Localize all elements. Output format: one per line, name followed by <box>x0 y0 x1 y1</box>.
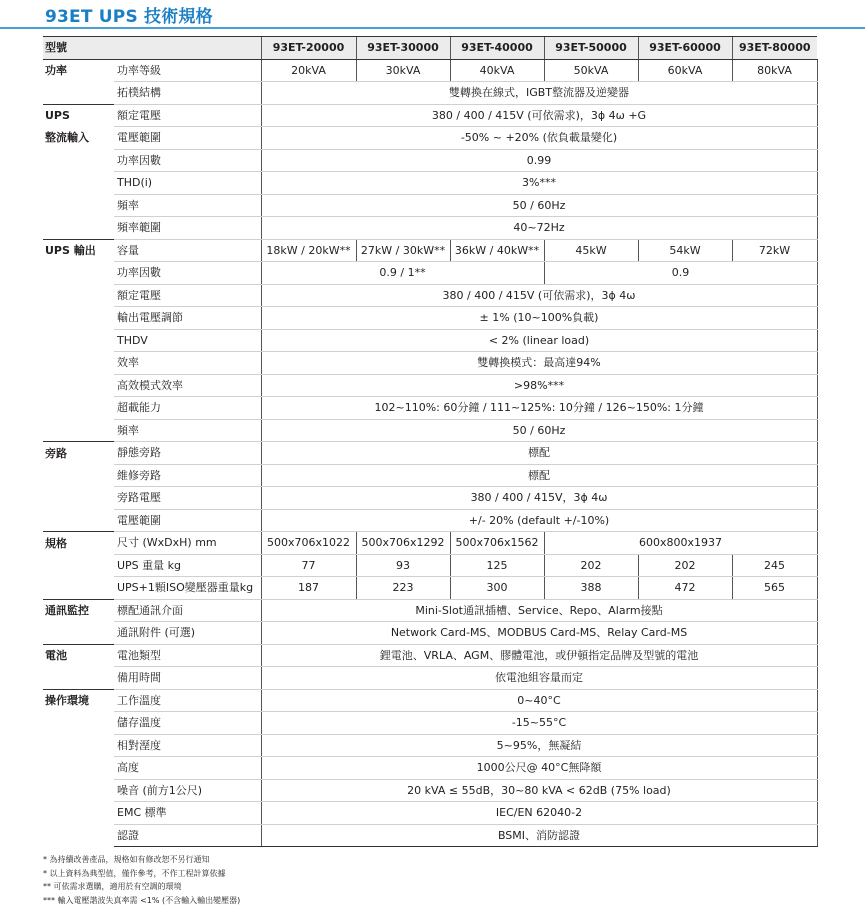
spec-value: 1000公尺@ 40°C無降額 <box>261 757 817 780</box>
group-label <box>43 554 114 577</box>
group-label <box>43 374 114 397</box>
spec-item: 頻率 <box>114 419 261 442</box>
spec-value: 223 <box>356 577 450 600</box>
group-label <box>43 352 114 375</box>
spec-value: 50kVA <box>544 59 638 82</box>
header-row <box>43 37 817 60</box>
group-label: 電池 <box>43 644 114 667</box>
spec-value: 50 / 60Hz <box>261 194 817 217</box>
group-label <box>43 82 114 105</box>
spec-item: 額定電壓 <box>114 104 261 127</box>
spec-value: 500x706x1292 <box>356 532 450 555</box>
spec-item: UPS+1顆ISO變壓器重量kg <box>114 577 261 600</box>
group-label <box>43 509 114 532</box>
spec-item: 電壓範圍 <box>114 509 261 532</box>
spec-value: 0.9 <box>544 262 817 285</box>
spec-value: 54kW <box>638 239 732 262</box>
spec-value: 0.99 <box>261 149 817 172</box>
table-row <box>43 824 817 847</box>
group-label: 規格 <box>43 532 114 555</box>
spec-value: 0.9 / 1** <box>261 262 544 285</box>
spec-item: 維修旁路 <box>114 464 261 487</box>
spec-value: 標配 <box>261 464 817 487</box>
group-label <box>43 667 114 690</box>
spec-value: 30kVA <box>356 59 450 82</box>
group-label <box>43 262 114 285</box>
spec-value: 20kVA <box>261 59 356 82</box>
spec-item: 備用時間 <box>114 667 261 690</box>
group-label <box>43 419 114 442</box>
table-row <box>43 374 817 397</box>
spec-item: 儲存溫度 <box>114 712 261 735</box>
spec-value: 40kVA <box>450 59 544 82</box>
spec-item: THD(i) <box>114 172 261 195</box>
table-row <box>43 509 817 532</box>
table-row <box>43 757 817 780</box>
group-label: 通訊監控 <box>43 599 114 622</box>
table-row <box>43 622 817 645</box>
group-label <box>43 464 114 487</box>
group-label <box>43 172 114 195</box>
spec-value: 80kVA <box>732 59 817 82</box>
spec-item: 認證 <box>114 824 261 847</box>
spec-value: 380 / 400 / 415V (可依需求)，3ϕ 4ω +G <box>261 104 817 127</box>
spec-value: 18kW / 20kW** <box>261 239 356 262</box>
table-row <box>43 59 817 82</box>
table-row <box>43 104 817 127</box>
spec-value: 0~40°C <box>261 689 817 712</box>
model-header: 93ET-80000 <box>732 37 817 60</box>
spec-item: 旁路電壓 <box>114 487 261 510</box>
spec-table <box>43 36 818 847</box>
table-row <box>43 239 817 262</box>
spec-value: 36kW / 40kW** <box>450 239 544 262</box>
group-label: 旁路 <box>43 442 114 465</box>
table-row <box>43 82 817 105</box>
spec-item: 功率因數 <box>114 149 261 172</box>
spec-value: 72kW <box>732 239 817 262</box>
spec-item: 輸出電壓調節 <box>114 307 261 330</box>
page-title: 93ET UPS 技術規格 <box>45 7 213 27</box>
group-label <box>43 217 114 240</box>
title-divider <box>0 27 865 29</box>
spec-value: 40~72Hz <box>261 217 817 240</box>
footnote: * 以上資料為典型值，僅作參考，不作工程計算依據 <box>43 868 226 878</box>
group-label <box>43 284 114 307</box>
header-label: 型號 <box>43 37 261 60</box>
spec-item: 噪音 (前方1公尺) <box>114 779 261 802</box>
spec-value: IEC/EN 62040-2 <box>261 802 817 825</box>
spec-value: 380 / 400 / 415V (可依需求)，3ϕ 4ω <box>261 284 817 307</box>
spec-value: 5~95%，無凝結 <box>261 734 817 757</box>
spec-item: 額定電壓 <box>114 284 261 307</box>
group-label <box>43 487 114 510</box>
spec-value: 50 / 60Hz <box>261 419 817 442</box>
spec-value: -15~55°C <box>261 712 817 735</box>
spec-value: ± 1% (10~100%負載) <box>261 307 817 330</box>
table-row <box>43 262 817 285</box>
spec-value: 102~110%: 60分鐘 / 111~125%: 10分鐘 / 126~150%: 1分鐘 <box>261 397 817 420</box>
group-label: 整流輸入 <box>45 131 89 145</box>
spec-item: 相對溼度 <box>114 734 261 757</box>
table-row <box>43 149 817 172</box>
spec-value: 27kW / 30kW** <box>356 239 450 262</box>
group-label <box>43 577 114 600</box>
table-row <box>43 464 817 487</box>
table-row <box>43 644 817 667</box>
spec-value: 3%*** <box>261 172 817 195</box>
group-label <box>43 622 114 645</box>
spec-value: 388 <box>544 577 638 600</box>
spec-item: 通訊附件 (可選) <box>114 622 261 645</box>
group-label: UPS <box>43 104 114 127</box>
spec-value: 187 <box>261 577 356 600</box>
model-header: 93ET-50000 <box>544 37 638 60</box>
spec-item: 電壓範圍 <box>114 127 261 150</box>
table-row <box>43 194 817 217</box>
group-label <box>43 734 114 757</box>
spec-item: 容量 <box>114 239 261 262</box>
model-header: 93ET-20000 <box>261 37 356 60</box>
spec-value: 45kW <box>544 239 638 262</box>
table-row <box>43 419 817 442</box>
spec-item: 拓樸結構 <box>114 82 261 105</box>
spec-value: 77 <box>261 554 356 577</box>
table-row <box>43 667 817 690</box>
table-row <box>43 307 817 330</box>
spec-value: Mini-Slot通訊插槽、Service、Repo、Alarm接點 <box>261 599 817 622</box>
group-label <box>43 329 114 352</box>
spec-item: 功率因數 <box>114 262 261 285</box>
table-row <box>43 352 817 375</box>
spec-item: 尺寸 (WxDxH) mm <box>114 532 261 555</box>
table-row <box>43 284 817 307</box>
group-label: 功率 <box>45 64 67 77</box>
table-row <box>43 689 817 712</box>
spec-value: 鋰電池、VRLA、AGM、膠體電池，或伊頓指定品牌及型號的電池 <box>261 644 817 667</box>
spec-value: -50% ~ +20% (依負載量變化) <box>261 127 817 150</box>
spec-value: 依電池組容量而定 <box>261 667 817 690</box>
spec-item: 效率 <box>114 352 261 375</box>
footnotes <box>43 853 240 907</box>
table-row <box>43 487 817 510</box>
spec-item: 頻率 <box>114 194 261 217</box>
spec-value: Network Card-MS、MODBUS Card-MS、Relay Card-MS <box>261 622 817 645</box>
spec-item: THDV <box>114 329 261 352</box>
spec-value: +/- 20% (default +/-10%) <box>261 509 817 532</box>
spec-item: UPS 重量 kg <box>114 554 261 577</box>
group-label <box>43 757 114 780</box>
table-row <box>43 532 817 555</box>
table-row <box>43 172 817 195</box>
spec-value: >98%*** <box>261 374 817 397</box>
group-label <box>43 307 114 330</box>
spec-item: 電池類型 <box>114 644 261 667</box>
spec-value: 202 <box>544 554 638 577</box>
spec-value: 300 <box>450 577 544 600</box>
table-row <box>43 802 817 825</box>
spec-value: 93 <box>356 554 450 577</box>
spec-value: 標配 <box>261 442 817 465</box>
table-row <box>43 577 817 600</box>
group-label <box>43 824 114 847</box>
footnote: * 為持續改善產品，規格如有修改恕不另行通知 <box>43 855 210 864</box>
spec-value: BSMI、消防認證 <box>261 824 817 847</box>
group-label: UPS 輸出 <box>43 239 114 262</box>
spec-value: 380 / 400 / 415V，3ϕ 4ω <box>261 487 817 510</box>
table-row <box>43 712 817 735</box>
spec-value: 雙轉換模式：最高達94% <box>261 352 817 375</box>
spec-value: 20 kVA ≤ 55dB，30~80 kVA < 62dB (75% load) <box>261 779 817 802</box>
group-label <box>43 194 114 217</box>
table-row <box>43 217 817 240</box>
table-row <box>43 442 817 465</box>
spec-item: 工作溫度 <box>114 689 261 712</box>
spec-item: 高效模式效率 <box>114 374 261 397</box>
footnote: *** 輸入電壓諧波失真率需 <1% (不含輸入輸出變壓器) <box>43 895 241 905</box>
spec-value: 565 <box>732 577 817 600</box>
spec-item: EMC 標準 <box>114 802 261 825</box>
spec-value: 雙轉換在線式，IGBT整流器及逆變器 <box>261 82 817 105</box>
table-row <box>43 329 817 352</box>
group-label <box>43 149 114 172</box>
table-row <box>43 554 817 577</box>
group-label <box>43 712 114 735</box>
spec-value: 472 <box>638 577 732 600</box>
model-header: 93ET-30000 <box>356 37 450 60</box>
spec-value: 245 <box>732 554 817 577</box>
spec-value: 500x706x1022 <box>261 532 356 555</box>
table-row <box>43 397 817 420</box>
spec-value: < 2% (linear load) <box>261 329 817 352</box>
spec-value: 500x706x1562 <box>450 532 544 555</box>
spec-value: 600x800x1937 <box>544 532 817 555</box>
group-label <box>43 779 114 802</box>
model-header: 93ET-60000 <box>638 37 732 60</box>
spec-item: 超載能力 <box>114 397 261 420</box>
spec-item: 標配通訊介面 <box>114 599 261 622</box>
table-row <box>43 127 817 150</box>
model-header: 93ET-40000 <box>450 37 544 60</box>
spec-value: 60kVA <box>638 59 732 82</box>
spec-item: 靜態旁路 <box>114 442 261 465</box>
footnote: ** 可依需求選購，適用於有空調的環境 <box>43 882 182 891</box>
spec-value: 125 <box>450 554 544 577</box>
table-row <box>43 599 817 622</box>
spec-value: 202 <box>638 554 732 577</box>
spec-item: 功率等級 <box>114 59 261 82</box>
spec-item: 頻率範圍 <box>114 217 261 240</box>
group-label <box>43 397 114 420</box>
group-label <box>43 802 114 825</box>
table-row <box>43 779 817 802</box>
group-label: 操作環境 <box>43 689 114 712</box>
table-row <box>43 734 817 757</box>
spec-item: 高度 <box>114 757 261 780</box>
